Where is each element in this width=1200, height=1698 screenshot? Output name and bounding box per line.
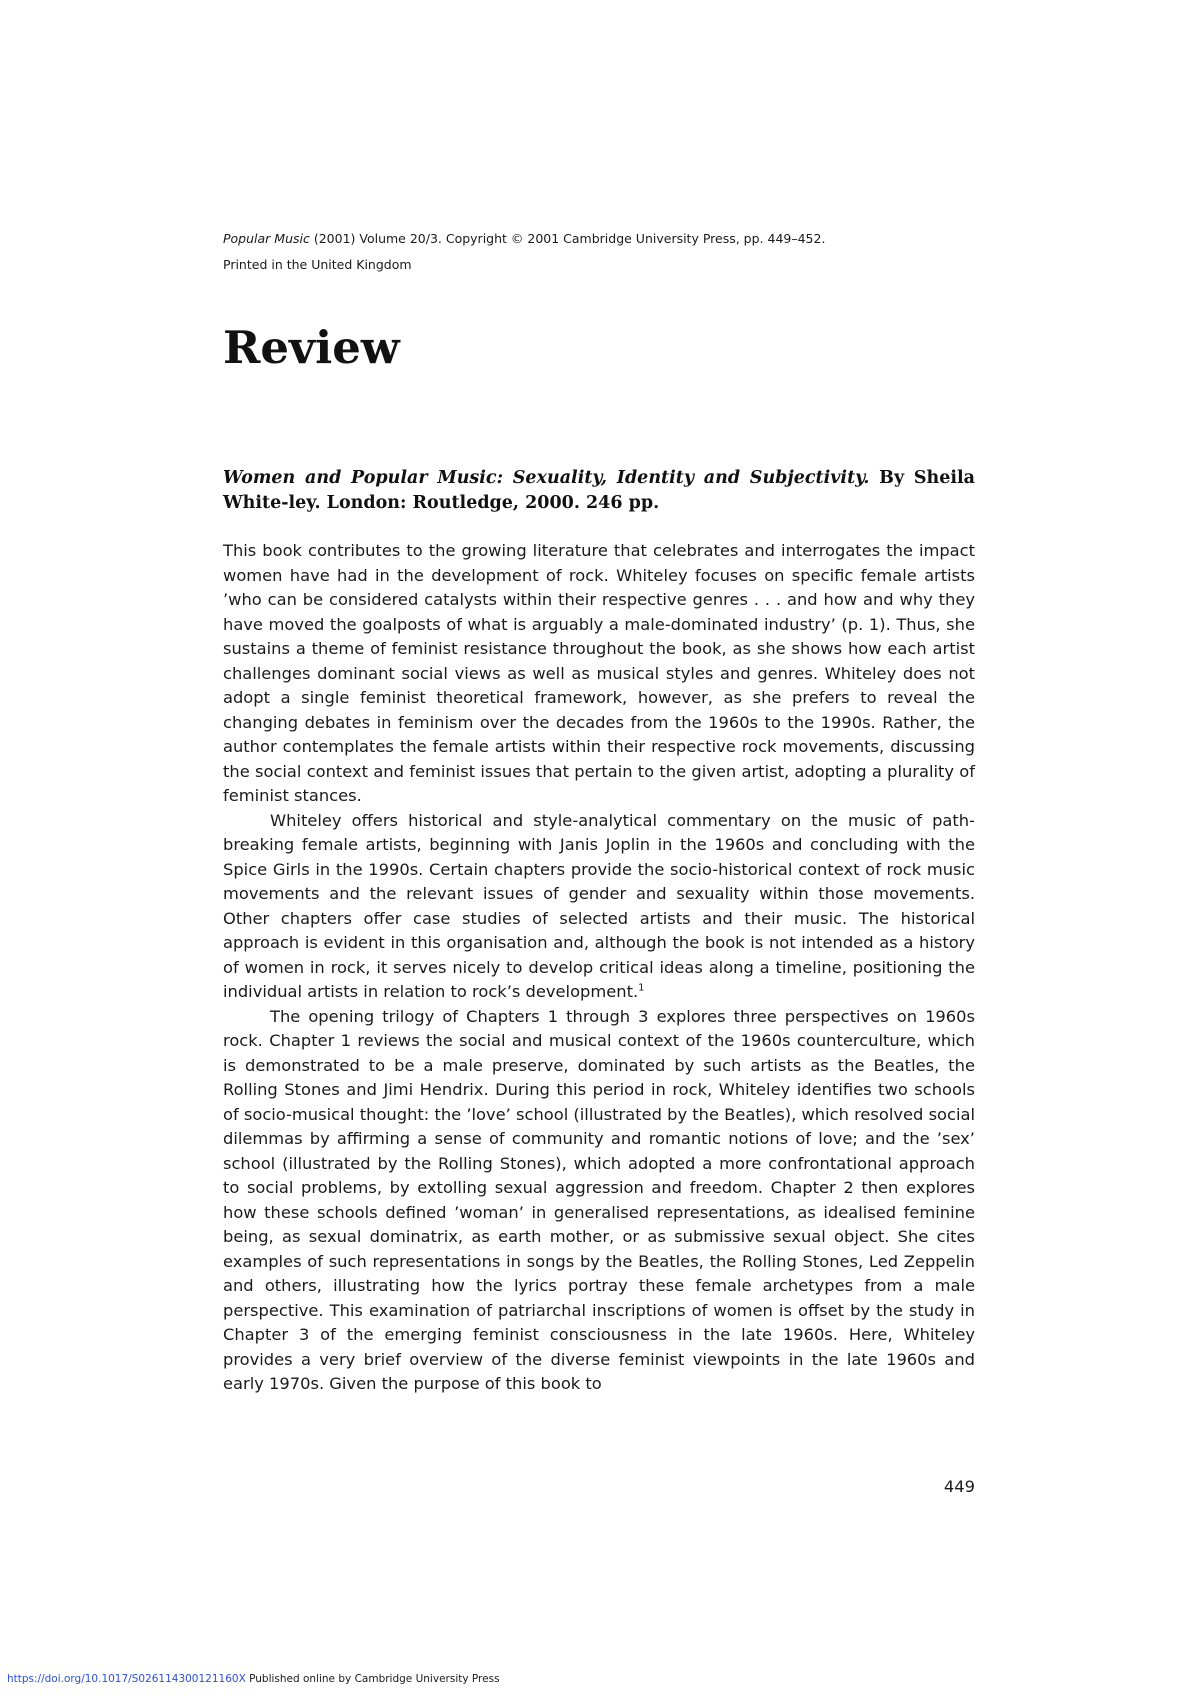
- page-footer: [7, 1672, 500, 1686]
- body-paragraph-3: The opening trilogy of Chapters 1 through 3 explores three perspectives on 1960s rock. Chapter 1 reviews the social and musical context of the 1960s counterculture, which is demonstrated to be a male preserve, dominated by such artists as the Beatles, the Rolling Stones and Jimi Hendrix. During this period in rock, Whiteley identifies two schools of socio-musical thought: the ’love’ school (illustrated by the Beatles), which resolved social dilemmas by affirming a sense of community and romantic notions of love; and the ’sex’ school (illustrated by the Rolling Stones), which adopted a more confrontational approach to social problems, by extolling sexual aggression and freedom. Chapter 2 then explores how these schools defined ’woman’ in generalised representations, as idealised feminine being, as sexual dominatrix, as earth mother, or as submissive sexual object. She cites examples of such representations in songs by the Beatles, the Rolling Stones, Led Zeppelin and others, illustrating how the lyrics portray these female archetypes from a male perspective. This examination of patriarchal inscriptions of women is offset by the study in Chapter 3 of the emerging feminist consciousness in the late 1960s. Here, Whiteley provides a very brief overview of the diverse feminist viewpoints in the late 1960s and early 1970s. Given the purpose of this book to: [223, 1006, 975, 1393]
- body-paragraph-2-text: Whiteley offers historical and style-analytical commentary on the music of path-breaking female artists, beginning with Janis Joplin in the 1960s and concluding with the Spice Girls in the 1990s. Certain chapters provide the socio-historical context of rock music movements and the relevant issues of gender and sexuality within those movements. Other chapters offer case studies of selected artists and their music. The historical approach is evident in this organisation and, although the book is not intended as a history of women in rock, it serves nicely to develop critical ideas along a timeline, positioning the individual artists in relation to rock’s development.: [223, 810, 975, 1001]
- document-page: [223, 0, 975, 1698]
- printed-in-line: Printed in the United Kingdom: [223, 257, 412, 272]
- journal-title: Popular Music: [223, 231, 310, 246]
- footnote-marker: 1: [638, 982, 645, 994]
- page-title: Review: [223, 321, 400, 374]
- book-citation: [223, 466, 975, 516]
- book-title: Women and Popular Music: Sexuality, Identity and Subjectivity.: [223, 468, 870, 488]
- journal-header: [223, 226, 975, 278]
- published-online-note: Published online by Cambridge University Press: [245, 1673, 500, 1685]
- body-paragraph-1: This book contributes to the growing literature that celebrates and interrogates the impact women have had in the development of rock. Whiteley focuses on specific female artists ’who can be considered catalysts within their respective genres . . . and how and why they have moved the goalposts of what is arguably a male-dominated industry’ (p. 1). Thus, she sustains a theme of feminist resistance throughout the book, as she shows how each artist challenges dominant social views as well as musical styles and genres. Whiteley does not adopt a single feminist theoretical framework, however, as she prefers to reveal the changing debates in feminism over the decades from the 1960s to the 1990s. Rather, the author contemplates the female artists within their respective rock movements, discussing the social context and feminist issues that pertain to the given artist, adopting a plurality of feminist stances.: [223, 541, 975, 805]
- body-paragraph-2: [223, 809, 975, 1005]
- journal-citation-line: [223, 226, 975, 252]
- journal-citation-details: (2001) Volume 20/3. Copyright © 2001 Cambridge University Press, pp. 449–452.: [309, 231, 826, 246]
- book-details: By Sheila White-ley. London: Routledge, 2000. 246 pp.: [223, 468, 975, 513]
- review-body: [223, 539, 975, 1397]
- doi-link[interactable]: https://doi.org/10.1017/S026114300121160X: [7, 1673, 246, 1685]
- page-number: 449: [943, 1477, 975, 1496]
